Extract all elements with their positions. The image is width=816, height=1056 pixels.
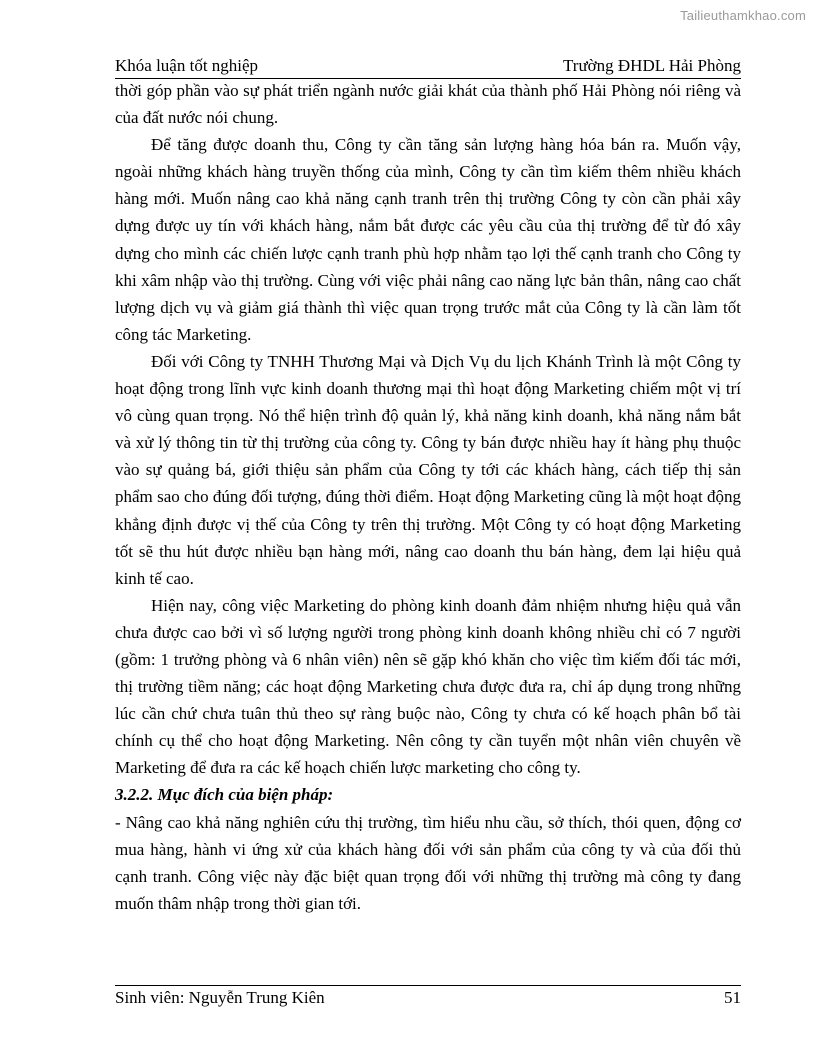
watermark-text: Tailieuthamkhao.com (680, 8, 806, 23)
page-footer (115, 985, 741, 1008)
paragraph-revenue: Để tăng được doanh thu, Công ty cần tăng sản lượng hàng hóa bán ra. Muốn vậy, ngoài những khách hàng truyền thống của mình, Công ty cần tìm kiếm thêm nhiều khách hàng mới. Muốn nâng cao khả năng cạnh tranh trên thị trường Công ty còn cần phải xây dựng được uy tín với khách hàng, nắm bắt được các yêu cầu của thị trường để từ đó xây dựng cho mình các chiến lược cạnh tranh phù hợp nhằm tạo lợi thế cạnh tranh cho Công ty khi xâm nhập vào thị trường. Cùng với việc phải nâng cao năng lực bản thân, nâng cao chất lượng dịch vụ và giảm giá thành thì việc quan trọng trước mắt của Công ty là cần làm tốt công tác Marketing. (115, 135, 741, 344)
page-body (115, 77, 741, 917)
paragraph-purpose-item: - Nâng cao khả năng nghiên cứu thị trường, tìm hiểu nhu cầu, sở thích, thói quen, động cơ mua hàng, hành vi ứng xử của khách hàng đối với sản phẩm của công ty và của đối thủ cạnh tranh. Công việc này đặc biệt quan trọng đối với những thị trường mà công ty đang muốn thâm nhập trong thời gian tới. (115, 812, 741, 913)
paragraph-current-situation: Hiện nay, công việc Marketing do phòng kinh doanh đảm nhiệm nhưng hiệu quả vẫn chưa được cao bởi vì số lượng người trong phòng kinh doanh không nhiều chỉ có 7 người (gồm: 1 trưởng phòng và 6 nhân viên) nên sẽ gặp khó khăn cho việc tìm kiếm đối tác mới, thị trường tiềm năng; các hoạt động Marketing chưa được đưa ra, chỉ áp dụng trong những lúc cần chứ chưa tuân thủ theo sự ràng buộc nào, Công ty chưa có kế hoạch phân bổ tài chính cụ thể cho hoạt động Marketing. Nên công ty cần tuyển một nhân viên chuyên về Marketing để đưa ra các kế hoạch chiến lược marketing cho công ty. (115, 595, 741, 778)
paragraph-continuation: thời góp phần vào sự phát triển ngành nước giải khát của thành phố Hải Phòng nói riêng và của đất nước nói chung. (115, 81, 741, 128)
paragraph-company-marketing: Đối với Công ty TNHH Thương Mại và Dịch Vụ du lịch Khánh Trình là một Công ty hoạt động trong lĩnh vực kinh doanh thương mại thì hoạt động Marketing chiếm một vị trí vô cùng quan trọng. Nó thể hiện trình độ quản lý, khả năng kinh doanh, khả năng nắm bắt và xử lý thông tin từ thị trường của công ty. Công ty bán được nhiều hay ít hàng phụ thuộc vào sự quảng bá, giới thiệu sản phẩm của Công ty tới các khách hàng, cách tiếp thị sản phẩm sao cho đúng đối tượng, đúng thời điểm. Hoạt động Marketing cũng là một hoạt động khẳng định được vị thế của Công ty trên thị trường. Một Công ty có hoạt động Marketing tốt sẽ thu hút được nhiều bạn hàng mới, nâng cao doanh thu bán hàng, đem lại hiệu quả kinh tế cao. (115, 351, 741, 588)
footer-student-name: Sinh viên: Nguyễn Trung Kiên (115, 988, 325, 1007)
page-number: 51 (724, 988, 741, 1007)
header-right-school: Trường ĐHDL Hải Phòng (563, 56, 741, 75)
page-header (115, 50, 741, 79)
header-left-title: Khóa luận tốt nghiệp (115, 56, 259, 75)
section-heading: 3.2.2. Mục đích của biện pháp: (115, 785, 334, 805)
